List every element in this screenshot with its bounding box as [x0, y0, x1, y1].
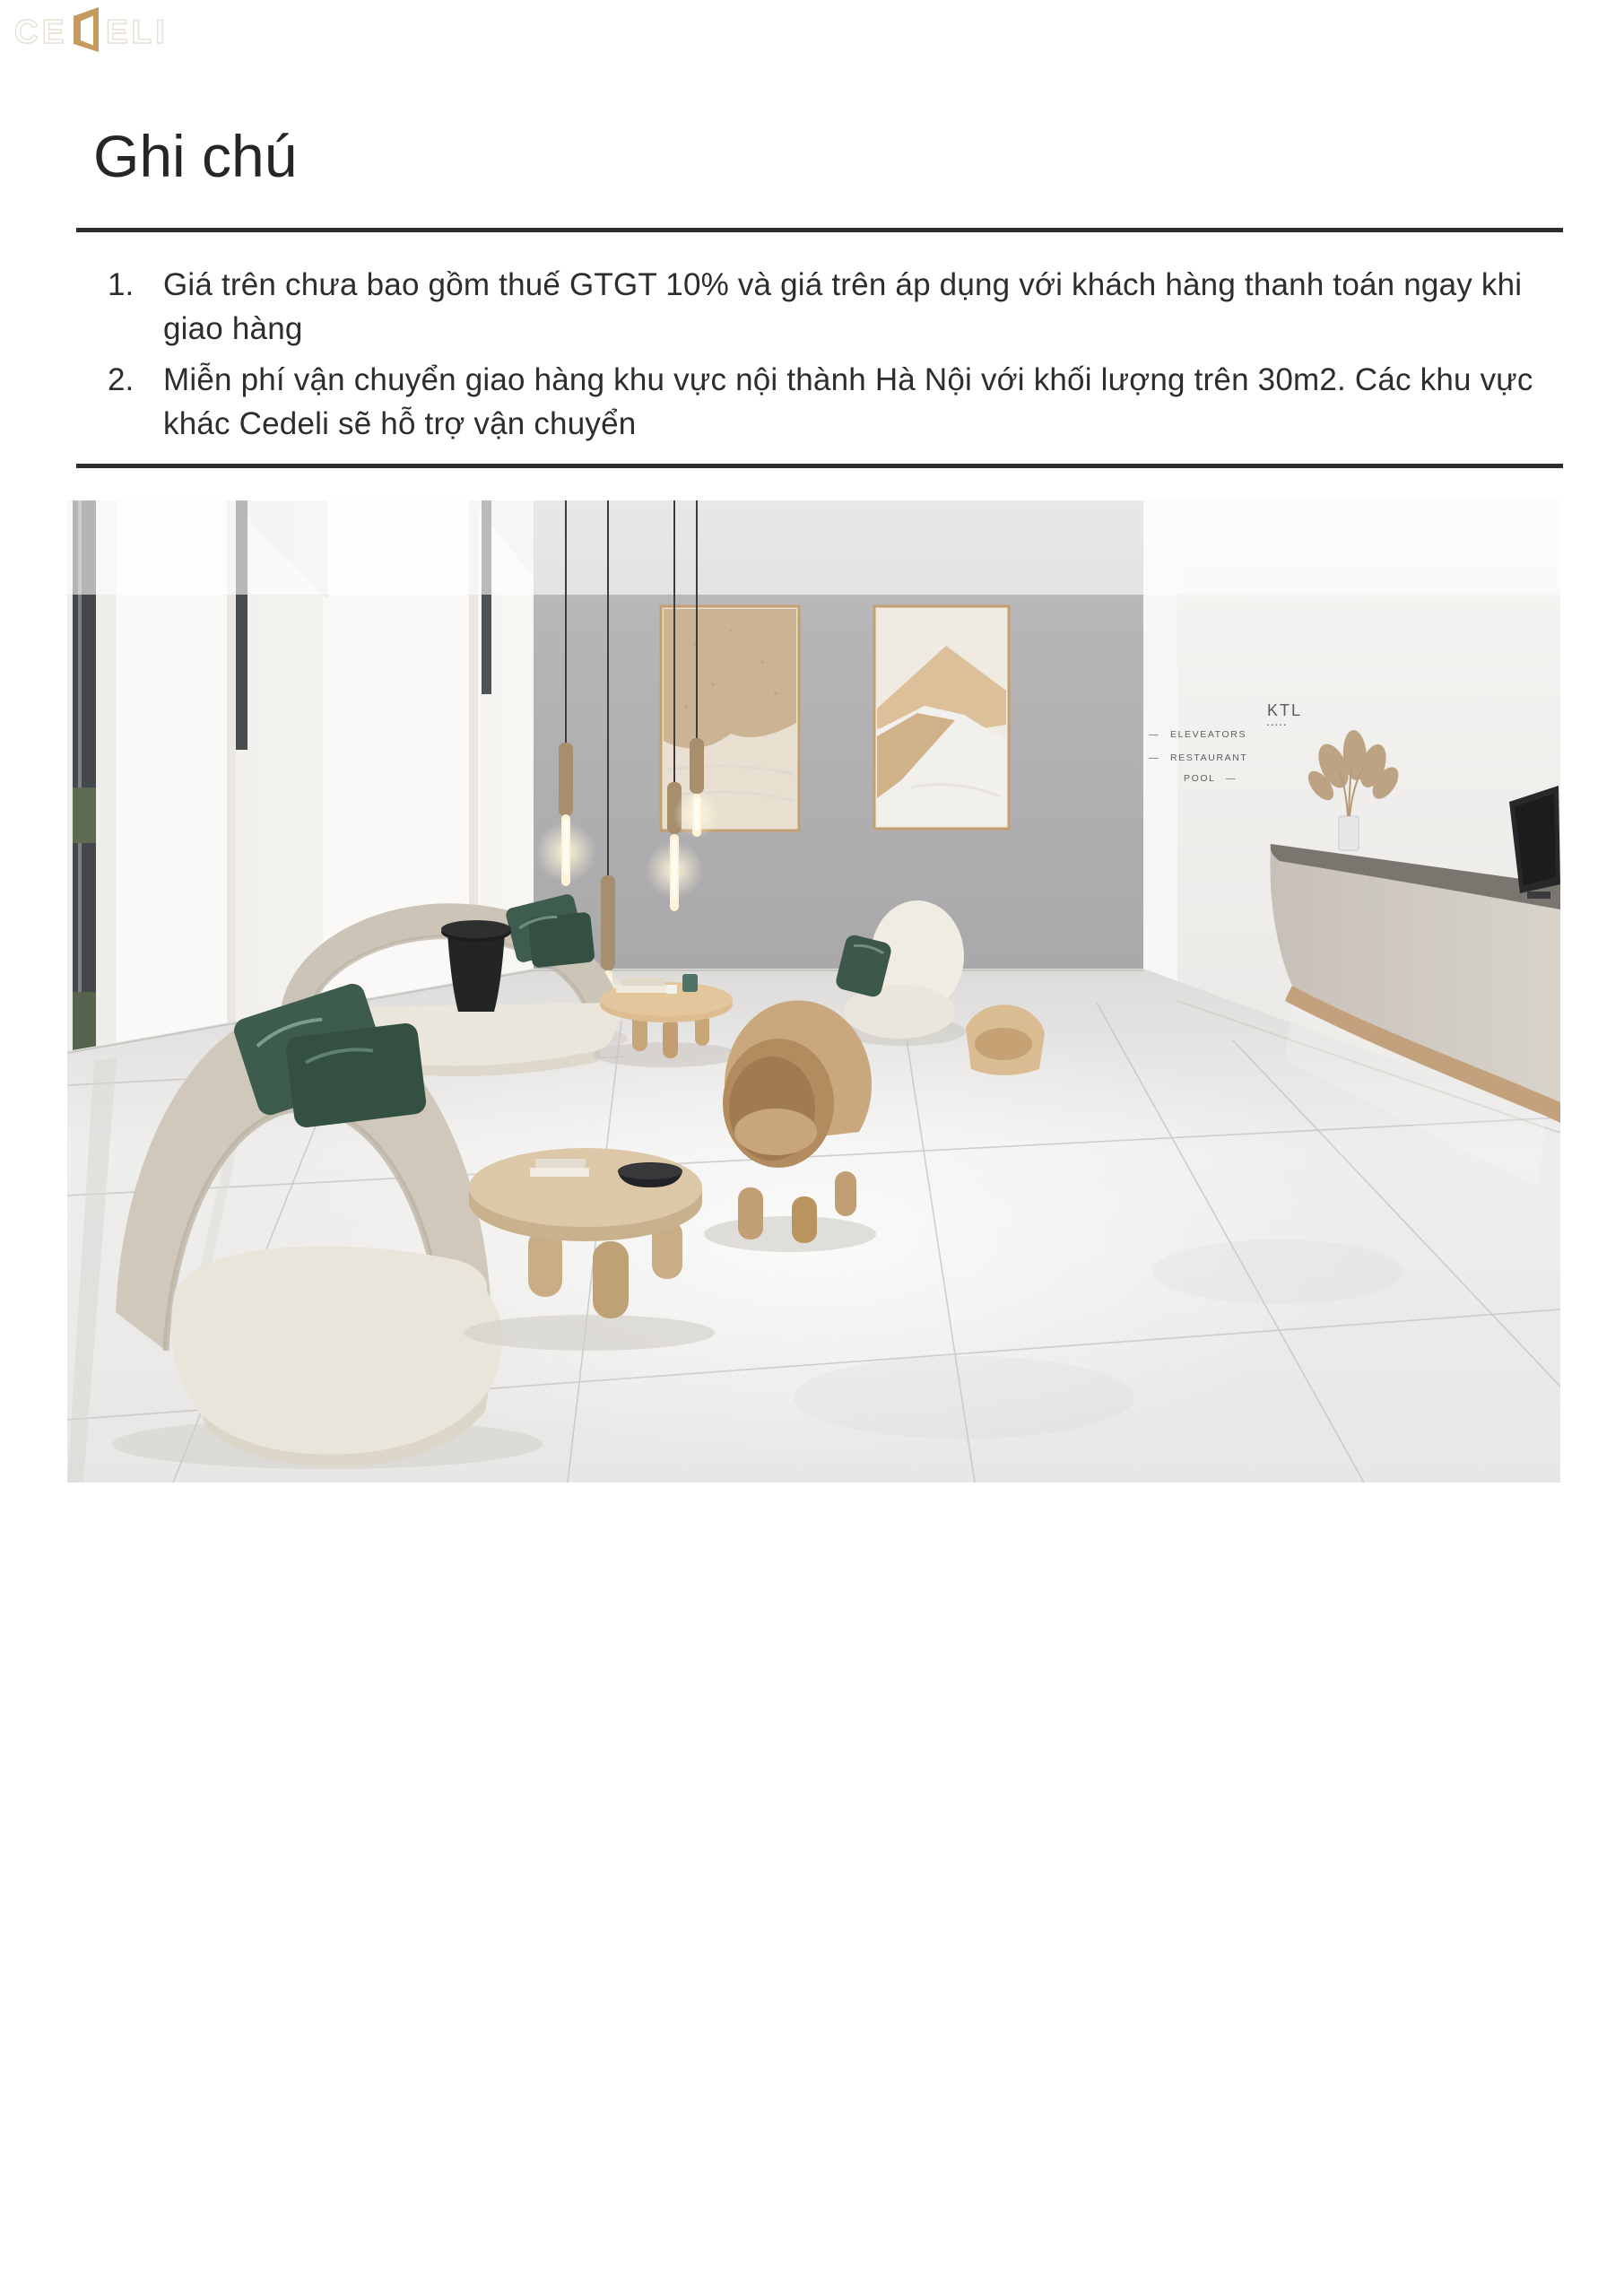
list-item — [108, 263, 1542, 351]
sign-dash: — — [1226, 773, 1238, 784]
logo-letters-left: CE — [14, 13, 68, 50]
list-item-number: 1. — [108, 267, 135, 302]
cedeli-logo — [11, 5, 181, 60]
lobby-photo-illustration — [67, 500, 1560, 1483]
notes-list — [108, 263, 1542, 453]
divider-bottom — [76, 464, 1563, 468]
sign-dash: — — [1149, 752, 1160, 763]
list-item-number: 2. — [108, 362, 135, 397]
sign-item-pool: POOL — [1184, 773, 1216, 784]
wood-chair-right — [966, 1004, 1045, 1075]
sign-item-restaurant: RESTAURANT — [1170, 752, 1248, 763]
lobby-photo — [67, 500, 1560, 1483]
list-item-text: Miễn phí vận chuyển giao hàng khu vực nội thành Hà Nội với khối lượng trên 30m2. Các khu vực khác Cedeli sẽ hỗ trợ vận chuyển — [163, 362, 1533, 441]
logo-door-icon — [74, 7, 99, 52]
sign-item-elevators: ELEVEATORS — [1170, 729, 1247, 740]
divider-top — [76, 228, 1563, 232]
list-item — [108, 358, 1542, 446]
sign-dash: — — [1149, 729, 1160, 740]
logo-letters-right: ELI — [106, 13, 169, 50]
sign-subtext: ▪▪▪▪▪ — [1267, 723, 1289, 728]
sign-brand-text: KTL — [1267, 701, 1303, 719]
wall-artwork-right — [874, 606, 1009, 829]
list-item-text: Giá trên chưa bao gồm thuế GTGT 10% và giá trên áp dụng với khách hàng thanh toán ngay khi giao hàng — [163, 267, 1523, 346]
cedeli-logo-icon — [11, 5, 181, 56]
page-title: Ghi chú — [93, 123, 298, 189]
